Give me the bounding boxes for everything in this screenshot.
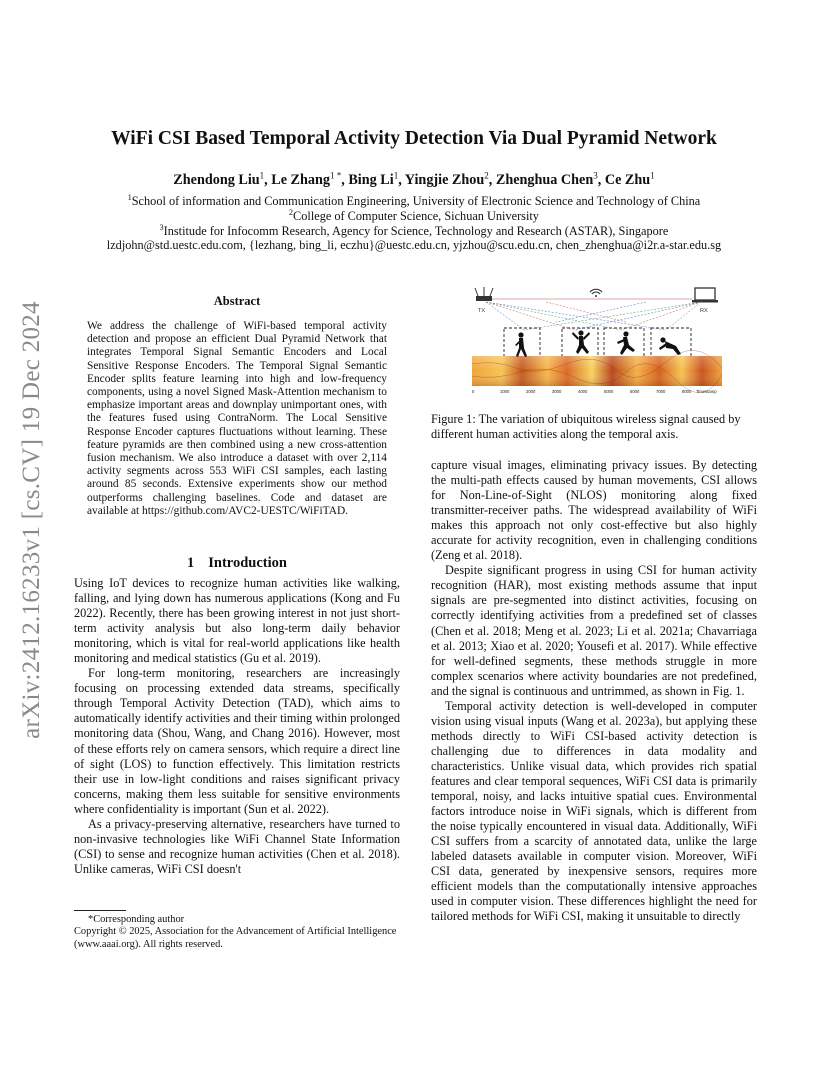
affiliation-2: $^2$College of Computer Science, Sichuan University bbox=[289, 208, 539, 224]
tick-label: 6000 bbox=[630, 389, 640, 394]
tick-label: 0 bbox=[472, 389, 475, 394]
tick-label: 8000 bbox=[682, 389, 692, 394]
footnotes bbox=[74, 914, 400, 951]
person-jumping-icon bbox=[572, 330, 590, 354]
tick-label: 1000 bbox=[500, 389, 510, 394]
arxiv-stamp-text: arXiv:2412.16233v1 [cs.CV] 19 Dec 2024 bbox=[18, 301, 45, 739]
axis-label: Timestamp bbox=[696, 389, 717, 394]
section-number: 1 bbox=[187, 555, 195, 571]
arxiv-stamp bbox=[8, 280, 56, 760]
author: Le Zhang$^{1 *}$, bbox=[271, 170, 349, 188]
figure-caption: Figure 1: The variation of ubiquitous wireless signal caused by different human activities along the temporal axis. bbox=[431, 412, 741, 441]
paragraph: Temporal activity detection is well-developed in computer vision using visual inputs (Wang et al. 2023a), but applying these methods directly to WiFi CSI-based activity detection is challenging due to differences in data modality and characteristics. Unlike visual data, which provides rich spatial features and clear temporal sequences, WiFi CSI data is primarily temporal, noisy, and lacks intuitive spatial cues. Environmental factors introduce noise in WiFi signals, which is different from the noise typically encountered in visual data. Additionally, WiFi CSI suffers from a scarcity of annotated data, unlike the large labeled datasets available in computer vision. Moreover, WiFi CSI data, generated by inexpensive sensors, requires more efficient models than the computationally intensive approaches used in computer vision. These differences highlight the need for tailored methods for WiFi CSI, making it unsuitable to directly bbox=[431, 698, 757, 924]
timestamp-axis bbox=[472, 389, 717, 394]
paragraph: As a privacy-preserving alternative, researchers have turned to non-invasive technologies like WiFi Channel State Information (CSI) to sense and recognize human activities (Chen et al. 2018). Unlike cameras, WiFi CSI doesn't bbox=[74, 816, 400, 876]
wifi-icon bbox=[590, 289, 602, 297]
affiliation-3: $^3$Institude for Infocomm Research, Agency for Science, Technology and Research (ASTAR), Singapore bbox=[159, 223, 669, 239]
multipath-lines bbox=[486, 302, 701, 330]
tx-label: TX bbox=[478, 308, 486, 314]
author: Zhenghua Chen$^3$, bbox=[495, 170, 605, 188]
tick-label: 5000 bbox=[604, 389, 614, 394]
copyright-notice: Copyright © 2025, Association for the Advancement of Artificial Intelligence (www.aaai.org). All rights reserved. bbox=[74, 926, 397, 950]
footnote-rule bbox=[74, 910, 126, 911]
author: Bing Li$^1$, bbox=[348, 170, 405, 188]
left-column bbox=[74, 576, 400, 877]
tick-label: 2000 bbox=[526, 389, 536, 394]
paragraph: Using IoT devices to recognize human activities like walking, falling, and lying down has numerous applications (Kong and Fu 2022). Recently, there has been growing interest in not just short-term activity analysis but also long-term daily behavior monitoring, which is vital for real-world applications like health monitoring and medical statistics (Gu et al. 2019). bbox=[74, 576, 400, 666]
person-running-icon bbox=[617, 331, 635, 355]
abstract-text: We address the challenge of WiFi-based temporal activity detection and propose an efficient Dual Pyramid Network that integrates Temporal Signal Semantic Encoders and Local Sensitive Response Encoders. The Temporal Signal Semantic Encoder splits feature learning into high and low-frequency components, using a novel Signed Mask-Attention mechanism to emphasize important areas and downplay unimportant ones, with the features fused using ContraNorm. The Local Sensitive Response Encoder captures fluctuations without learning. These feature pyramids are then combined using a new cross-attention fusion mechanism. We also introduce a dataset with over 2,114 activity segments across 553 WiFi CSI samples, each lasting around 85 seconds. Extensive experiments show our method outperforms challenging baselines. Code and dataset are available at https://github.com/AVC2-UESTC/WiFiTAD. bbox=[87, 320, 387, 517]
author: Ce Zhu$^1$ bbox=[604, 170, 655, 188]
section-heading bbox=[74, 555, 400, 572]
paragraph: Despite significant progress in using CSI for human activity recognition (HAR), most existing methods assume that input signals are pre-segmented into distinct activities, focusing on correctly identifying activities from a predefined set of classes (Chen et al. 2018; Meng et al. 2023; Li et al. 2021a; Chavarriaga et al. 2013; Xiao et al. 2020; Yousefi et al. 2017). While effective for well-defined segments, these methods struggle in more complex scenarios where activity boundaries are not predefined, and the signal is continuous and untrimmed, as shown in Fig. 1. bbox=[431, 563, 757, 698]
tick-label: 3000 bbox=[552, 389, 562, 394]
abstract-heading: Abstract bbox=[213, 294, 261, 308]
author: Zhendong Liu$^1$, bbox=[173, 170, 272, 188]
author: Yingjie Zhou$^2$, bbox=[404, 170, 496, 188]
author-emails: lzdjohn@std.uestc.edu.com, {lezhang, bing_li, eczhu}@uestc.edu.cn, yjzhou@scu.edu.cn, chen_zhenghua@i2r.a-star.edu.sg bbox=[106, 238, 722, 252]
person-falling-icon bbox=[659, 337, 681, 355]
paragraph: capture visual images, eliminating privacy issues. By detecting the multi-path effects caused by human movements, CSI allows for Non-Line-of-Sight (NLOS) monitoring along fixed transmitter-receiver paths. The widespread availability of WiFi makes this approach not only cost-effective but also highly accurate for activity recognition, even in challenging conditions (Zeng et al. 2018). bbox=[431, 458, 757, 563]
affiliation-1: $^1$School of information and Communication Engineering, University of Electronic Science and Technology of China bbox=[127, 193, 701, 209]
paragraph: For long-term monitoring, researchers are increasingly focusing on processing extended data streams, specifically through Temporal Activity Detection (TAD), which aims to automatically identify activities and their timing within prolonged monitoring data (Shou, Wang, and Chang 2016). However, most of these efforts rely on camera sensors, which require a direct line of sight (LOS) to function effectively. This limitation restricts their use in low-light conditions and raises significant privacy concerns, making them less suitable for sensitive environments where confidentiality is important (Sun et al. 2022). bbox=[74, 666, 400, 816]
figure-1 bbox=[466, 282, 728, 402]
author-list bbox=[60, 170, 768, 189]
router-icon bbox=[475, 287, 493, 301]
right-column bbox=[431, 458, 757, 924]
figure-1-graphic bbox=[466, 282, 728, 402]
rx-label: RX bbox=[700, 308, 708, 314]
paper-title: WiFi CSI Based Temporal Activity Detection Via Dual Pyramid Network bbox=[111, 128, 717, 149]
corresponding-footnote: *Corresponding author bbox=[88, 914, 185, 925]
tick-label: 4000 bbox=[578, 389, 588, 394]
tick-label: 7000 bbox=[656, 389, 666, 394]
person-walking-icon bbox=[515, 332, 527, 357]
section-title: Introduction bbox=[208, 555, 287, 571]
laptop-icon bbox=[692, 288, 718, 303]
